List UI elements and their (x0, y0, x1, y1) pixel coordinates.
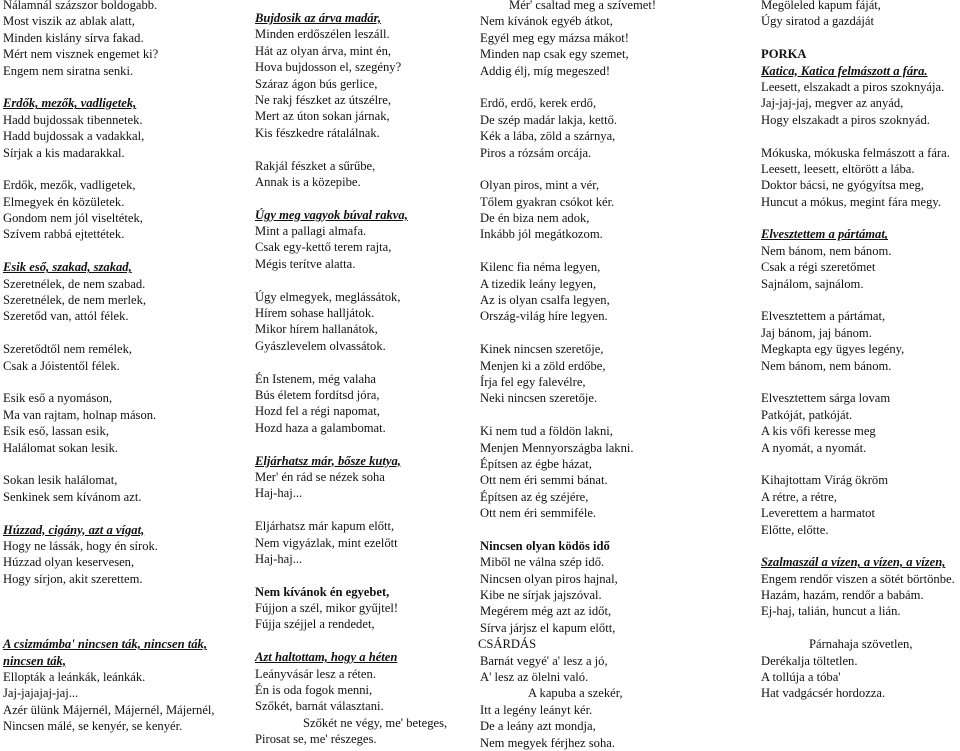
text-column-1 (3, 0, 215, 735)
verse-line: Úgy siratod a gazdáját (761, 14, 874, 29)
verse-line: Párnahaja szövetlen, (809, 637, 913, 652)
verse-line: Egyél meg egy mázsa mákot! (480, 30, 629, 45)
verse-line: Halálomat sokan lesik. (3, 440, 119, 455)
verse-line: Minden nap csak egy szemet, (480, 47, 629, 62)
verse-line: Leesett, elszakadt a piros szoknyája. (761, 79, 945, 94)
verse-line: Elmegyek én közületek. (3, 194, 125, 209)
verse-line: Inkább jól megátkozom. (480, 227, 603, 242)
stanza-gap (761, 456, 955, 472)
verse-line: Szeretődtől nem remélek, (3, 342, 133, 357)
verse-line: A kapuba a szekér, (528, 686, 623, 701)
verse-line: Annak is a közepibe. (255, 174, 361, 189)
verse-line: A rétre, a rétre, (761, 489, 837, 504)
stanza-heading: Katica, Katica felmászott a fára. (761, 63, 928, 78)
stanza-gap (761, 620, 955, 636)
verse-line: Jaj bánom, jaj bánom. (761, 325, 872, 340)
verse-line: Ej-haj, talián, huncut a lián. (761, 604, 901, 619)
stanza-gap (3, 161, 215, 177)
verse-line: Hazám, hazám, rendőr a babám. (761, 588, 924, 603)
verse-line: Kék a lába, zöld a szárnya, (480, 129, 616, 144)
verse-line: Ott nem éri semmiféle. (480, 506, 597, 521)
verse-line: Senkinek sem kívánom azt. (3, 489, 142, 504)
verse-line: Ott nem éri semmi bánat. (480, 473, 608, 488)
stanza-heading: A csizmámba' nincsen ták, nincsen ták, (3, 637, 207, 652)
verse-line: Nincsen olyan piros hajnal, (480, 571, 618, 586)
verse-line: Engem nem siratna senki. (3, 63, 134, 78)
verse-line: Doktor bácsi, ne gyógyítsa meg, (761, 178, 924, 193)
verse-line: Csak a Jóistentől félek. (3, 358, 120, 373)
stanza-gap (3, 325, 215, 341)
verse-line: Kinek nincsen szeretője, (480, 342, 604, 357)
stanza-gap (3, 505, 215, 521)
verse-line: Hát az olyan árva, mint én, (255, 43, 392, 58)
text-column-3 (480, 0, 656, 751)
verse-line: Építsen az égbe házat, (480, 456, 592, 471)
verse-line: Mikor hírem hallanátok, (255, 322, 378, 337)
stanza-gap (255, 567, 447, 583)
verse-line: Fújja széjjel a rendedet, (255, 617, 375, 632)
verse-line: De szép madár lakja, kettő. (480, 112, 618, 127)
stanza-gap (480, 79, 656, 95)
verse-line: Kihajtottam Virág ökröm (761, 473, 889, 488)
verse-line: Szeretnélek, de nem merlek, (3, 293, 147, 308)
verse-line: Minden kislány sírva fakad. (3, 30, 144, 45)
verse-line: Piros a rózsám orcája. (480, 145, 592, 160)
verse-line: Barnát vegyé' a' lesz a jó, (480, 653, 608, 668)
verse-line: Szeretnélek, de nem szabad. (3, 276, 146, 291)
stanza-heading: Húzzad, cigány, azt a vígat, (3, 522, 145, 537)
verse-line: Fújjon a szél, mikor gyűjtel! (255, 601, 399, 616)
verse-line: Hogy elszakadt a piros szoknyád. (761, 112, 930, 127)
verse-line: Hírem sohase halljátok. (255, 306, 375, 321)
stanza-gap (255, 633, 447, 649)
verse-line: A kis vőfi keresse meg (761, 424, 876, 439)
verse-line: Hova bujdosson el, szegény? (255, 60, 402, 75)
verse-line: Itt a legény leányt kér. (480, 702, 593, 717)
stanza-gap (761, 374, 955, 390)
verse-line: Leányvásár lesz a réten. (255, 666, 376, 681)
stanza-gap (761, 538, 955, 554)
stanza-gap (480, 407, 656, 423)
verse-line: Mér' csaltad meg a szívemet! (509, 0, 657, 12)
verse-line: Nem kívánok egyéb átkot, (480, 14, 613, 29)
verse-line: Menjen ki a zöld erdőbe, (480, 358, 606, 373)
stanza-gap (761, 30, 955, 46)
stanza-gap (480, 522, 656, 538)
stanza-gap (3, 456, 215, 472)
stanza-gap (255, 141, 447, 157)
verse-line: Nem vigyázlak, mint ezelőtt (255, 535, 398, 550)
stanza-heading: Eljárhatsz már, bősze kutya, (255, 453, 401, 468)
verse-line: Szeretőd van, attól félek. (3, 309, 129, 324)
verse-line: Azér ülünk Májernél, Májernél, Májernél, (3, 702, 215, 717)
verse-line: Hogy sírjon, akit szerettem. (3, 571, 143, 586)
verse-line: Hat vadgácsér hordozza. (761, 686, 886, 701)
stanza-heading: Erdők, mezők, vadligetek, (3, 96, 137, 111)
verse-line: Nem bánom, nem bánom. (761, 243, 892, 258)
verse-line: Ne rakj fészket az útszélre, (255, 92, 392, 107)
verse-line: Hozd haza a galambomat. (255, 420, 386, 435)
verse-line: Erdő, erdő, kerek erdő, (480, 96, 597, 111)
stanza-gap (480, 243, 656, 259)
verse-line: A nyomát, a nyomát. (761, 440, 867, 455)
verse-line: Rakjál fészket a sűrűbe, (255, 158, 376, 173)
verse-line: Szívem rabbá ejtettétek. (3, 227, 125, 242)
verse-line: Engem rendőr viszen a sötét börtönbe. (761, 571, 955, 586)
verse-line: Nálamnál százszor boldogabb. (3, 0, 158, 12)
bold-line: Nem kívánok én egyebet, (255, 584, 390, 599)
verse-line: Esik eső a nyomáson, (3, 391, 113, 406)
verse-line: Mért nem visznek engemet ki? (3, 47, 159, 62)
verse-line: Sírva járjsz el kapum előtt, (480, 620, 616, 635)
verse-line: A tollúja a tóba' (761, 670, 841, 685)
verse-line: Csak a régi szeretőmet (761, 260, 876, 275)
stanza-heading: Szalmaszál a vízen, a vízen, a vízen, (761, 555, 946, 570)
stanza-gap (255, 354, 447, 370)
stanza-heading: Bujdosik az árva madár, (255, 11, 381, 25)
verse-line: Hogy ne lássák, hogy én sírok. (3, 538, 158, 553)
verse-line: Erdők, mezők, vadligetek, (3, 178, 136, 193)
verse-line: Mer' én rád se nézek soha (255, 469, 385, 484)
verse-line: A' lesz az ölelni való. (480, 670, 589, 685)
stanza-gap (480, 325, 656, 341)
stanza-gap (255, 190, 447, 206)
verse-line: Pirosat se, me' részeges. (255, 732, 377, 747)
verse-line: De a leány azt mondja, (480, 719, 596, 734)
verse-line: Nem bánom, nem bánom. (761, 358, 892, 373)
verse-line: Elvesztettem sárga lovam (761, 391, 891, 406)
verse-line: Haj-haj... (255, 551, 303, 566)
verse-line: Az is olyan csalfa legyen, (480, 293, 610, 308)
stanza-heading: Elvesztettem a pártámat, (761, 227, 888, 242)
verse-line: Kis fészkedre rátalálnak. (255, 125, 380, 140)
verse-line: Bús életem fordítsd jóra, (255, 387, 380, 402)
verse-line: Mert az úton sokan járnak, (255, 109, 390, 124)
verse-line: Előtte, előtte. (761, 522, 829, 537)
bold-line: Nincsen olyan ködös idő (480, 538, 610, 553)
verse-line: Gyászlevelem olvassátok. (255, 338, 386, 353)
verse-line: Leverettem a harmatot (761, 506, 875, 521)
verse-line: Kilenc fia néma legyen, (480, 260, 601, 275)
stanza-gap (255, 272, 447, 288)
verse-line: Esik eső, lassan esik, (3, 424, 109, 439)
verse-line: Sírjak a kis madarakkal. (3, 145, 125, 160)
verse-line: A tizedik leány legyen, (480, 276, 597, 291)
stanza-gap (3, 374, 215, 390)
verse-line: Építsen az ég széjére, (480, 489, 589, 504)
verse-line: Sajnálom, sajnálom. (761, 276, 864, 291)
verse-line: Derékalja töltetlen. (761, 653, 858, 668)
verse-line: Menjen Mennyországba lakni. (480, 440, 634, 455)
verse-line: Tőlem gyakran csókot kér. (480, 194, 615, 209)
section-title: CSÁRDÁS (478, 637, 537, 652)
text-column-4 (761, 0, 955, 702)
stanza-gap (3, 243, 215, 259)
verse-line: Én is oda fogok menni, (255, 683, 373, 698)
verse-line: Úgy elmegyek, meglássátok, (255, 289, 401, 304)
verse-line: Olyan piros, mint a vér, (480, 178, 600, 193)
verse-line: Ellopták a leánkák, leánkák. (3, 670, 146, 685)
verse-line: Hadd bujdossak tibennetek. (3, 112, 143, 127)
verse-line: Leesett, leesett, eltörött a lába. (761, 161, 915, 176)
verse-line: Én Istenem, még valaha (255, 371, 376, 386)
verse-line: Neki nincsen szeretője. (480, 391, 598, 406)
verse-line: Jaj-jaj-jaj, megver az anyád, (761, 96, 904, 111)
verse-line: De én biza nem adok, (480, 211, 590, 226)
verse-line: Ország-világ híre legyen. (480, 309, 608, 324)
verse-line: Nincsen málé, se kenyér, se kenyér. (3, 719, 183, 734)
stanza-gap (3, 587, 215, 603)
verse-line: Ma van rajtam, holnap máson. (3, 407, 157, 422)
verse-line: Huncut a mókus, megint fára megy. (761, 194, 941, 209)
stanza-gap (255, 436, 447, 452)
verse-line: Hozd fel a régi napomat, (255, 404, 380, 419)
stanza-gap (3, 603, 215, 619)
verse-line: Szőkét ne végy, me' beteges, (303, 715, 448, 730)
stanza-heading: Azt haltottam, hogy a héten (255, 650, 398, 665)
verse-line: Miből ne válna szép idő. (480, 555, 605, 570)
verse-line: Hadd bujdossak a vadakkal, (3, 129, 145, 144)
verse-line: Mégis terítve alatta. (255, 256, 356, 271)
verse-line: Elvesztettem a pártámat, (761, 309, 886, 324)
verse-line: Haj-haj... (255, 486, 303, 501)
verse-line: Kibe ne sírjak jajszóval. (480, 588, 602, 603)
verse-line: Megöleled kapum fáját, (761, 0, 881, 12)
verse-line: Minden erdőszélen leszáll. (255, 27, 390, 42)
verse-line: Sokan lesik halálomat, (3, 473, 118, 488)
stanza-heading: Esik eső, szakad, szakad, (3, 260, 132, 275)
verse-line: Patkóját, patkóját. (761, 407, 853, 422)
verse-line: Megkapta egy ügyes legény, (761, 342, 905, 357)
verse-line: Írja fel egy falevélre, (480, 374, 586, 389)
text-column-2 (255, 10, 447, 748)
stanza-gap (761, 292, 955, 308)
stanza-heading: Úgy meg vagyok búval rakva, (255, 207, 408, 222)
verse-line: Ki nem tud a földön lakni, (480, 424, 613, 439)
verse-line: Mint a pallagi almafa. (255, 224, 367, 239)
verse-line: Gondom nem jól viseltétek, (3, 211, 143, 226)
verse-line: Addig élj, míg megeszed! (480, 63, 611, 78)
verse-line: Szőkét, barnát választani. (255, 699, 384, 714)
verse-line: Nem megyek férjhez soha. (480, 735, 615, 750)
verse-line: Most viszik az ablak alatt, (3, 14, 135, 29)
bold-line: PORKA (761, 47, 807, 62)
verse-line: Csak egy-kettő terem rajta, (255, 240, 392, 255)
stanza-gap (761, 128, 955, 144)
verse-line: Húzzad olyan keservesen, (3, 555, 135, 570)
stanza-gap (480, 161, 656, 177)
verse-line: Mókuska, mókuska felmászott a fára. (761, 145, 950, 160)
stanza-gap (3, 620, 215, 636)
stanza-gap (255, 502, 447, 518)
verse-line: Száraz ágon bús gerlice, (255, 76, 378, 91)
verse-line: Megérem még azt az időt, (480, 604, 612, 619)
stanza-gap (761, 210, 955, 226)
stanza-heading: nincsen ták, (3, 653, 66, 668)
verse-line: Jaj-jajajaj-jaj... (3, 686, 79, 701)
verse-line: Eljárhatsz már kapum előtt, (255, 519, 395, 534)
stanza-gap (3, 79, 215, 95)
